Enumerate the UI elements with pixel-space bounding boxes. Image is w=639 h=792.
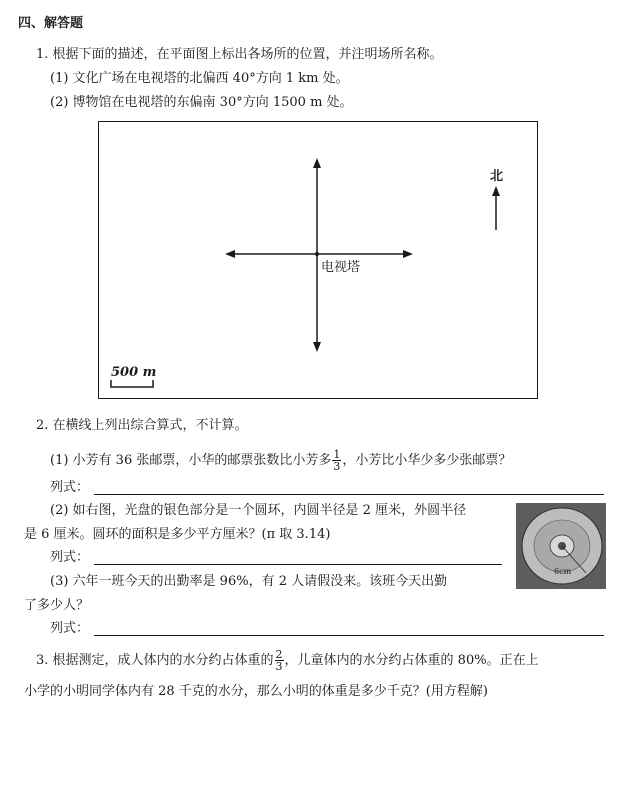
q2-p1-text-after: ，小芳比小华少多少张邮票？ — [342, 453, 512, 468]
answer-line-2[interactable] — [94, 564, 502, 565]
compass-cross — [99, 122, 539, 400]
q1-item-1: (1) 文化广场在电视塔的北偏西 40°方向 1 km 处。 — [50, 71, 349, 86]
fraction-one-third — [332, 449, 341, 472]
north-label: 北 — [490, 169, 504, 184]
cd-photo — [516, 503, 606, 589]
scale-label: 500 m — [111, 365, 157, 380]
q2-p1-text-before: (1) 小芳有 36 张邮票，小华的邮票张数比小芳多 — [50, 453, 332, 468]
cd-radius-label: 6cm — [554, 567, 572, 576]
q2-prompt: 2. 在横线上列出综合算式，不计算。 — [36, 418, 248, 433]
answer-label-3: 列式： — [50, 621, 90, 636]
fraction-numerator: 2 — [275, 648, 283, 661]
fraction-numerator: 1 — [333, 448, 341, 461]
answer-label-2: 列式： — [50, 550, 90, 565]
q2-part-3-line-1: (3) 六年一班今天的出勤率是 96%，有 2 人请假没来。该班今天出勤 — [50, 574, 448, 589]
fraction-two-thirds — [275, 649, 284, 672]
q2-part-3-line-2: 了多少人？ — [24, 598, 90, 613]
fraction-denominator: 3 — [275, 660, 283, 673]
tv-tower-label: 电视塔 — [321, 260, 361, 275]
fraction-denominator: 3 — [333, 460, 341, 473]
q2-part-2-line-1: (2) 如右图，光盘的银色部分是一个圆环，内圆半径是 2 厘米，外圆半径 — [50, 503, 467, 518]
answer-line-3[interactable] — [94, 635, 604, 636]
q2-part-1 — [50, 446, 511, 476]
q3-line-1 — [36, 646, 539, 676]
q3-text-after: ，儿童体内的水分约占体重的 80%。正在上 — [284, 653, 539, 668]
q3-line-2: 小学的小明同学体内有 28 千克的水分，那么小明的体重是多少千克？(用方程解) — [24, 684, 488, 699]
q3-text-before: 3. 根据测定，成人体内的水分约占体重的 — [36, 653, 274, 668]
section-title: 四、解答题 — [18, 16, 84, 31]
q1-prompt: 1. 根据下面的描述，在平面图上标出各场所的位置，并注明场所名称。 — [36, 47, 443, 62]
q2-part-2-line-2: 是 6 厘米。圆环的面积是多少平方厘米？(π 取 3.14) — [24, 527, 331, 542]
map-box — [98, 121, 538, 399]
answer-line-1[interactable] — [94, 494, 604, 495]
answer-label-1: 列式： — [50, 480, 90, 495]
q1-item-2: (2) 博物馆在电视塔的东偏南 30°方向 1500 m 处。 — [50, 95, 353, 110]
